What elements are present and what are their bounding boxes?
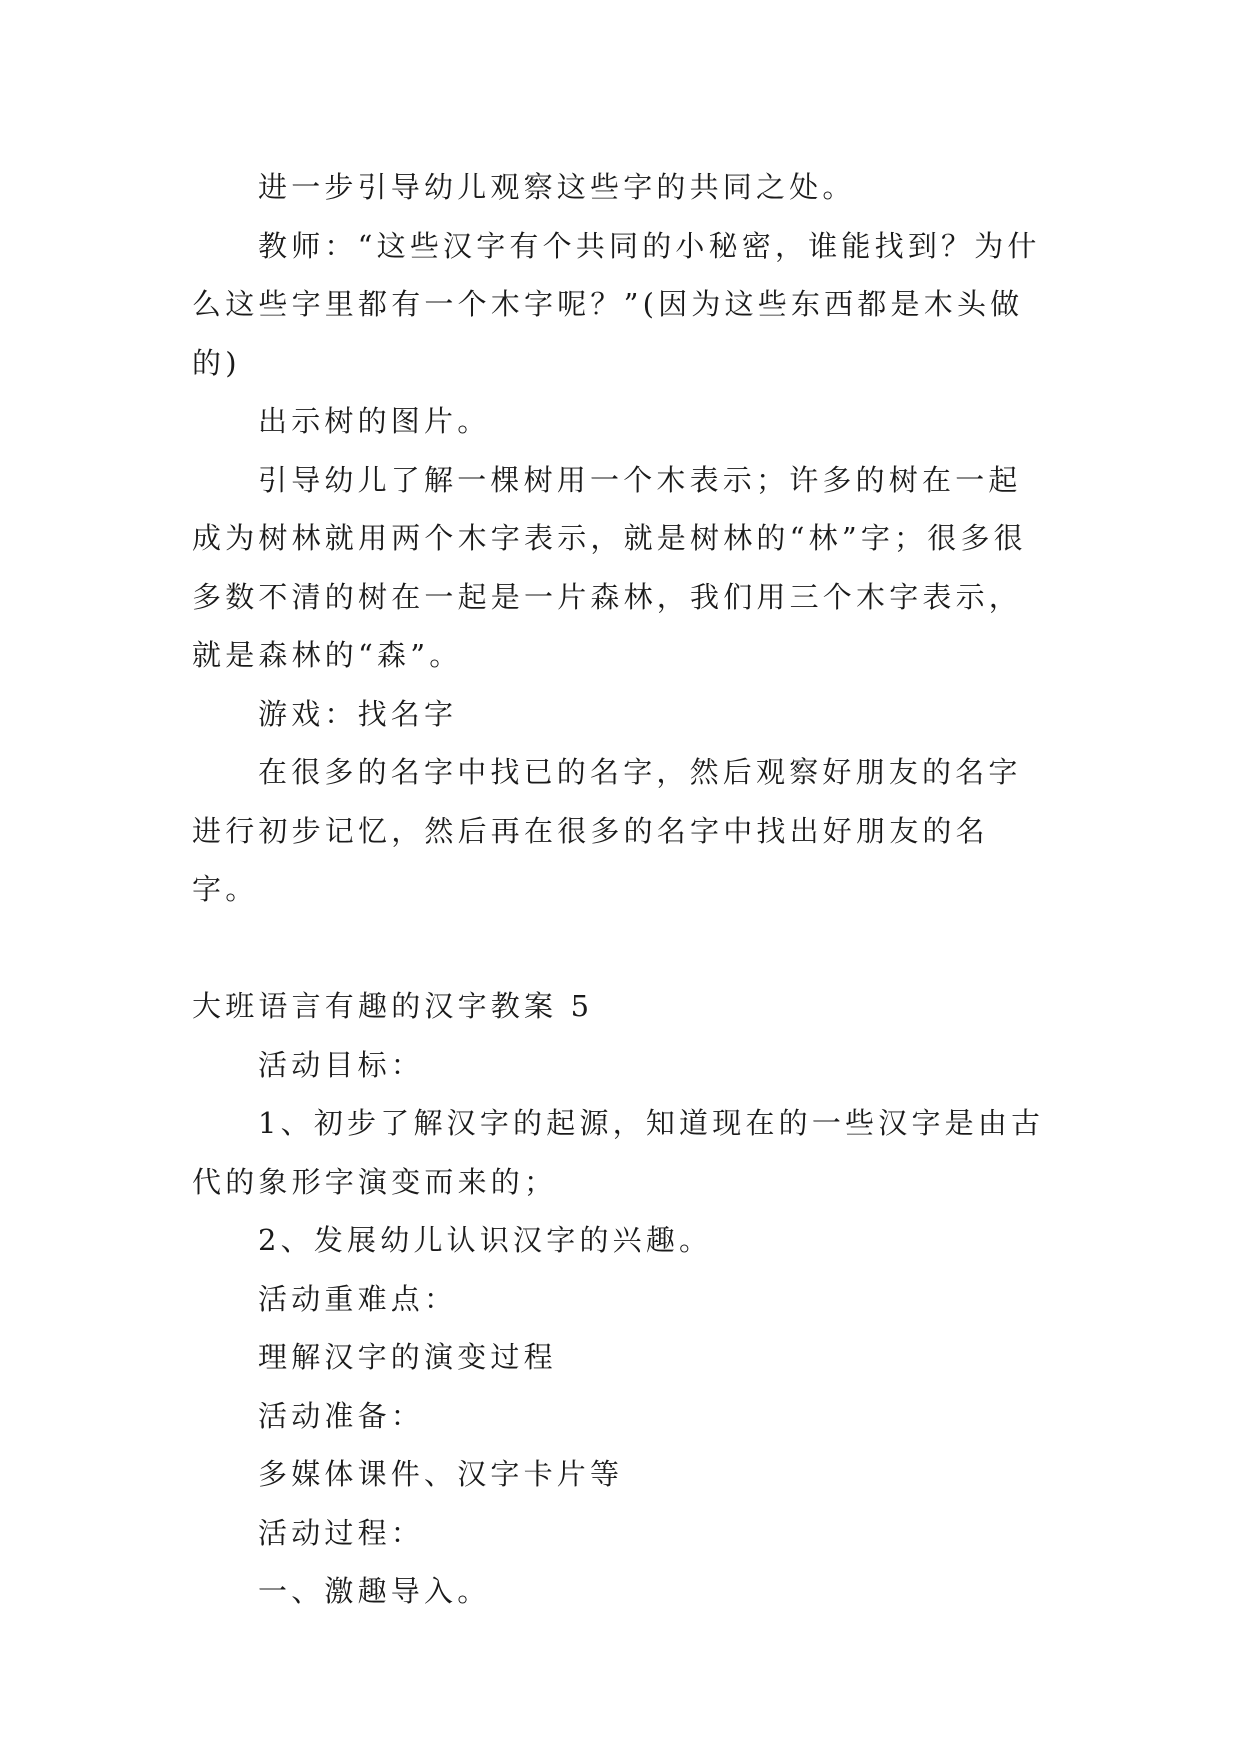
document-body xyxy=(192,158,1052,1621)
paragraph: 进一步引导幼儿观察这些字的共同之处。 xyxy=(258,170,856,204)
paragraph: 2、发展幼儿认识汉字的兴趣。 xyxy=(258,1223,713,1257)
paragraph: 理解汉字的演变过程 xyxy=(258,1340,557,1374)
paragraph: 引导幼儿了解一棵树用一个木表示；许多的树在一起成为树林就用两个木字表示，就是树林的“林”字；很多很多数不清的树在一起是一片森林，我们用三个木字表示，就是森林的“森”。 xyxy=(192,462,1027,672)
section-title: 大班语言有趣的汉字教案 5 xyxy=(192,989,594,1023)
paragraph: 1、初步了解汉字的起源，知道现在的一些汉字是由古代的象形字演变而来的； xyxy=(192,1106,1045,1199)
paragraph: 一、激趣导入。 xyxy=(258,1574,491,1608)
paragraph: 活动过程： xyxy=(258,1515,425,1550)
paragraph: 在很多的名字中找已的名字，然后观察好朋友的名字进行初步记忆，然后再在很多的名字中找出好朋友的名字。 xyxy=(192,755,1022,906)
paragraph: 活动准备： xyxy=(258,1398,425,1433)
section-gap xyxy=(192,919,1052,978)
paragraph: 出示树的图片。 xyxy=(258,404,491,438)
paragraph: 活动重难点： xyxy=(258,1281,458,1316)
paragraph: 活动目标： xyxy=(258,1047,425,1082)
paragraph: 教师：“这些汉字有个共同的小秘密，谁能找到？为什么这些字里都有一个木字呢？”(因为这些东西都是木头做的) xyxy=(192,228,1041,380)
paragraph: 游戏：找名字 xyxy=(258,696,458,731)
paragraph: 多媒体课件、汉字卡片等 xyxy=(258,1457,624,1491)
